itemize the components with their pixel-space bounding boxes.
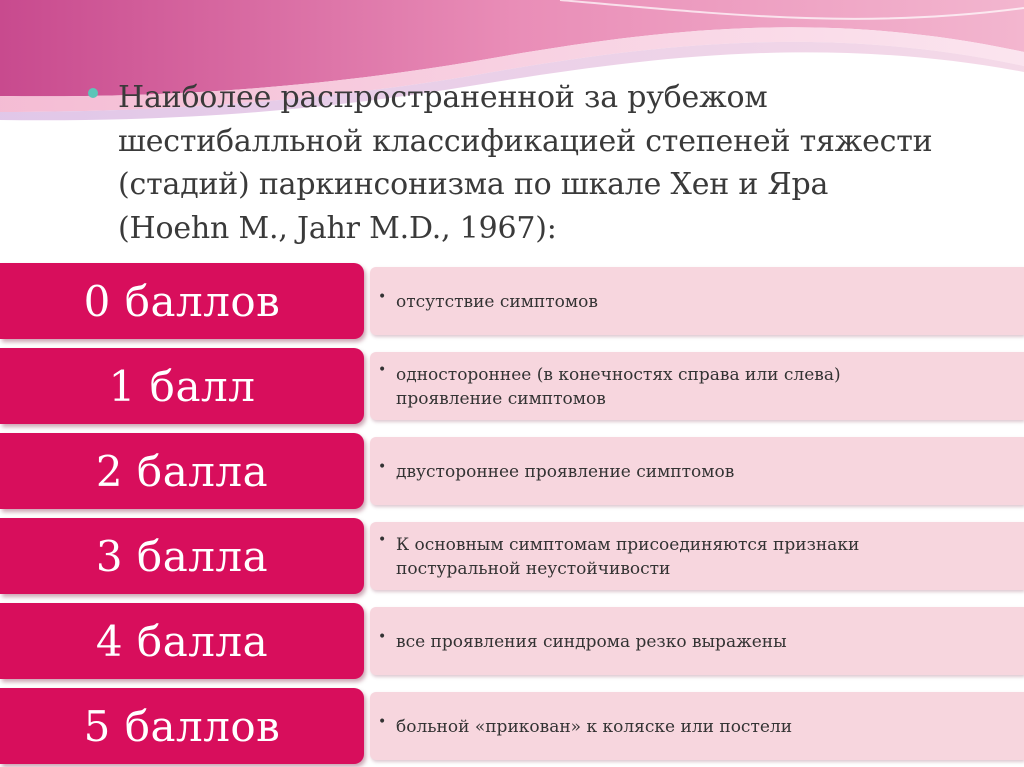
- description-text: К основным симптомам присоединяются признаки постуральной неустойчивости: [396, 535, 860, 579]
- description-box: [370, 437, 1024, 505]
- description-bullet: •: [378, 714, 387, 730]
- stage-row: [0, 348, 1024, 424]
- score-box: [0, 688, 364, 764]
- description-bullet: •: [378, 289, 387, 305]
- score-label: 2 балла: [95, 446, 269, 496]
- description-box: [370, 522, 1024, 590]
- stage-row: [0, 518, 1024, 594]
- description-text: отсутствие симптомов: [396, 292, 598, 312]
- stage-row: [0, 603, 1024, 679]
- description-bullet: •: [378, 629, 387, 645]
- description-box: [370, 607, 1024, 675]
- description-text: больной «прикован» к коляске или постели: [396, 717, 793, 737]
- description-box: [370, 692, 1024, 760]
- description-text: одностороннее (в конечностях справа или слева) проявление симптомов: [396, 365, 841, 409]
- score-box: [0, 603, 364, 679]
- stage-row: [0, 433, 1024, 509]
- score-label: 1 балл: [108, 361, 256, 411]
- intro-text: Наиболее распространенной за рубежом шестибалльной классификацией степеней тяжести (стадий) паркинсонизма по шкале Хен и Яра (Hoehn M., Jahr M.D., 1967):: [118, 80, 933, 246]
- score-label: 5 баллов: [83, 701, 281, 751]
- description-text: двустороннее проявление симптомов: [396, 462, 735, 482]
- stage-row: [0, 263, 1024, 339]
- score-box: [0, 518, 364, 594]
- description-bullet: •: [378, 459, 387, 475]
- description-bullet: •: [378, 532, 387, 548]
- stage-row: [0, 688, 1024, 764]
- score-box: [0, 348, 364, 424]
- score-label: 0 баллов: [83, 276, 281, 326]
- intro-paragraph: [88, 76, 1008, 250]
- score-label: 3 балла: [95, 531, 269, 581]
- score-box: [0, 433, 364, 509]
- bullet-dot-icon: [88, 88, 98, 98]
- description-bullet: •: [378, 362, 387, 378]
- description-box: [370, 352, 1024, 420]
- score-box: [0, 263, 364, 339]
- score-label: 4 балла: [95, 616, 269, 666]
- description-box: [370, 267, 1024, 335]
- description-text: все проявления синдрома резко выражены: [396, 632, 787, 652]
